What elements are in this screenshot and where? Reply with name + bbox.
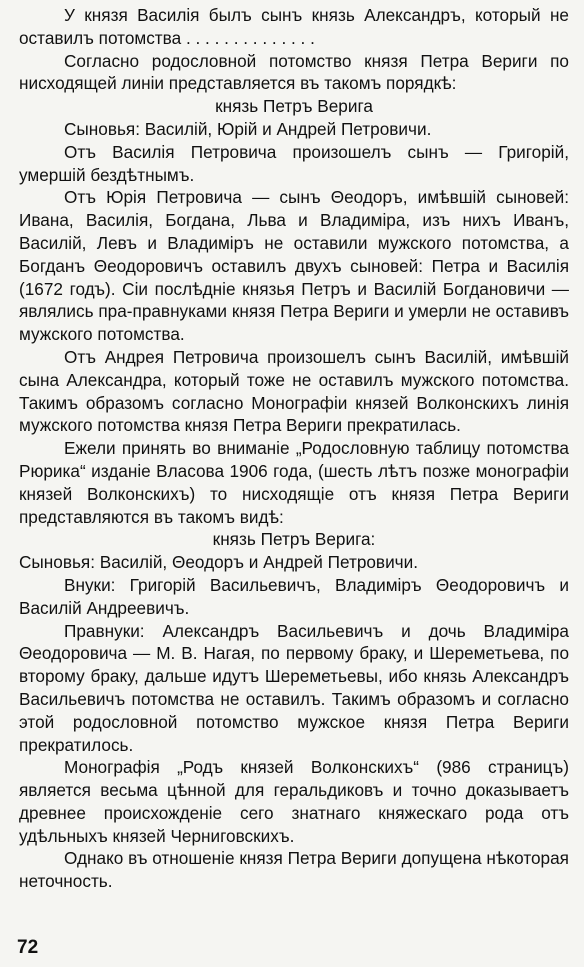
paragraph-last: Однако въ отношеніе князя Петра Вериги допущена нѣкоторая неточность. <box>19 848 569 892</box>
body-text <box>19 4 569 893</box>
paragraph-monograph: Монографія „Родъ князей Волконскихъ“ (986 страницъ) является весьма цѣнной для геральдиковъ и точно доказываетъ древнее происхожденіе сего знатнаго княжескаго рода отъ удѣльныхъ князей Черниговскихъ. <box>19 757 569 846</box>
paragraph-3: Отъ Василія Петровича произошелъ сынъ — Григорій, умершій бездѣтнымъ. <box>19 141 569 185</box>
paragraph-4: Отъ Юрія Петровича — сынъ Θеодоръ, имѣвшій сыновей: Ивана, Василія, Богдана, Льва и Владиміра, изъ нихъ Иванъ, Василій, Левъ и Владиміръ не оставили мужского потомства, а Богданъ Θеодоровичъ оставилъ двухъ сыновей: Петра и Василія (1672 годъ). Сіи послѣдніе князья Петръ и Василій Богдановичи — являлись пра-правнуками князя Петра Вериги и умерли не оставивъ мужского потомства. <box>19 187 569 345</box>
paragraph-2: Согласно родословной потомство князя Петра Вериги по нисходящей линіи представляется въ такомъ порядкѣ: <box>19 50 569 94</box>
lineage-heading-2: князь Петръ Верига: <box>212 529 376 550</box>
paragraph-sons-2: Сыновья: Василій, Θеодоръ и Андрей Петровичи. <box>19 552 418 573</box>
paragraph-great-grandsons: Правнуки: Александръ Васильевичъ и дочь Владиміра Θеодоровича — М. В. Нагая, по первому браку, и Шереметьева, по второму браку, дальше идутъ Шереметьевы, ибо князь Александръ Васильевичъ потомства не оставилъ. Такимъ образомъ и согласно этой родословной потомство мужское князя Петра Вериги прекратилось. <box>19 620 569 755</box>
paragraph-sons-1: Сыновья: Василій, Юрій и Андрей Петровичи. <box>64 118 432 139</box>
paragraph-1: У князя Василія былъ сынъ князь Александръ, который не оставилъ потомства . . . . . . . . . . . . . . <box>19 5 569 48</box>
paragraph-5: Отъ Андрея Петровича произошелъ сынъ Василій, имѣвшій сына Александра, который тоже не оставилъ мужского потомства. Такимъ образомъ согласно Монографіи князей Волконскихъ линія мужского потомства князя Петра Вериги прекратилась. <box>19 346 569 436</box>
paragraph-grandsons: Внуки: Григорій Васильевичъ, Владиміръ Θеодоровичъ и Василій Андреевичъ. <box>19 574 569 618</box>
lineage-heading-1: князь Петръ Верига <box>215 96 373 117</box>
paragraph-6: Ежели принять во вниманіе „Родословную таблицу потомства Рюрика“ изданіе Власова 1906 года, (шесть лѣтъ позже монографіи князей Волконскихъ) то нисходящіе отъ князя Петра Вериги представляются въ такомъ видѣ: <box>19 438 569 527</box>
page-number: 72 <box>17 937 39 958</box>
